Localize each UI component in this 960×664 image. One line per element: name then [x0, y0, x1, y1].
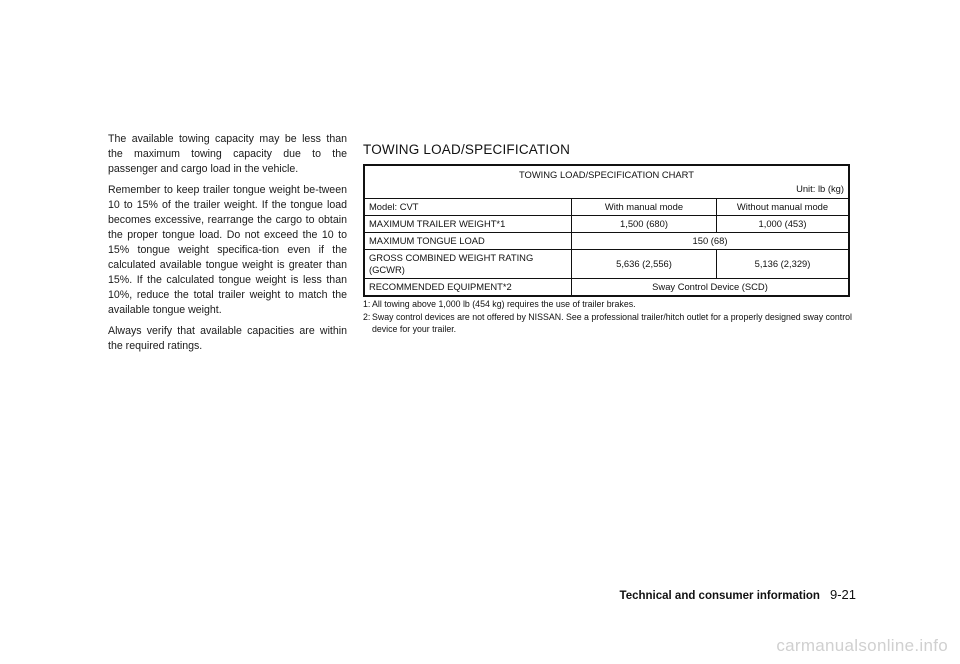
page-footer	[596, 587, 856, 602]
footnote-text: All towing above 1,000 lb (454 kg) requires the use of trailer brakes.	[372, 299, 636, 309]
paragraph: Remember to keep trailer tongue weight be-tween 10 to 15% of the trailer weight. If the tongue load becomes excessive, rearrange the cargo to obtain the proper tongue load. Do not exceed the 10 to 15% tongue weight specifica-tion even if the calculated available tongue weight is greater than 15%. If the calculated tongue weight is less than 10%, reduce the total trailer weight to match the available tongue weight.	[108, 184, 347, 316]
table-cell: 150 (68)	[572, 233, 850, 250]
row-label: MAXIMUM TRAILER WEIGHT*1	[364, 216, 572, 233]
paragraph: Always verify that available capacities are within the required ratings.	[108, 325, 347, 352]
table-caption: TOWING LOAD/SPECIFICATION CHART	[518, 169, 694, 180]
table-row	[364, 233, 849, 250]
section-title: TOWING LOAD/SPECIFICATION	[363, 142, 571, 157]
watermark: carmanualsonline.info	[776, 636, 948, 655]
table-caption-cell	[364, 165, 849, 199]
footnote-number: 2:	[363, 311, 371, 322]
row-label: GROSS COMBINED WEIGHT RATING (GCWR)	[364, 250, 572, 279]
paragraph: The available towing capacity may be less than the maximum towing capacity due to the passenger and cargo load in the vehicle.	[108, 133, 347, 175]
header-cell: With manual mode	[572, 199, 717, 216]
row-label: MAXIMUM TONGUE LOAD	[364, 233, 572, 250]
footnote	[363, 311, 853, 336]
table-row	[364, 279, 849, 297]
footnote-number: 1:	[363, 299, 371, 309]
table-row	[364, 216, 849, 233]
footer-section-name: Technical and consumer information	[619, 590, 820, 602]
table-cell: 1,000 (453)	[717, 216, 850, 233]
table-cell: 1,500 (680)	[572, 216, 717, 233]
page-number: 9-21	[829, 587, 856, 602]
table-cell: Sway Control Device (SCD)	[572, 279, 850, 297]
table-header-row	[364, 199, 849, 216]
footnote	[363, 298, 853, 311]
table-cell: 5,636 (2,556)	[572, 250, 717, 279]
footnotes	[363, 298, 853, 336]
table-cell: 5,136 (2,329)	[717, 250, 850, 279]
header-cell: Model: CVT	[364, 199, 572, 216]
intro-text-column	[108, 132, 347, 360]
towing-spec-table	[363, 164, 850, 297]
row-label: RECOMMENDED EQUIPMENT*2	[364, 279, 572, 297]
header-cell: Without manual mode	[717, 199, 850, 216]
table-row	[364, 250, 849, 279]
footnote-text: Sway control devices are not offered by NISSAN. See a professional trailer/hitch outlet for a properly designed sway control device for your trailer.	[372, 311, 853, 334]
table-unit: Unit: lb (kg)	[796, 183, 844, 194]
